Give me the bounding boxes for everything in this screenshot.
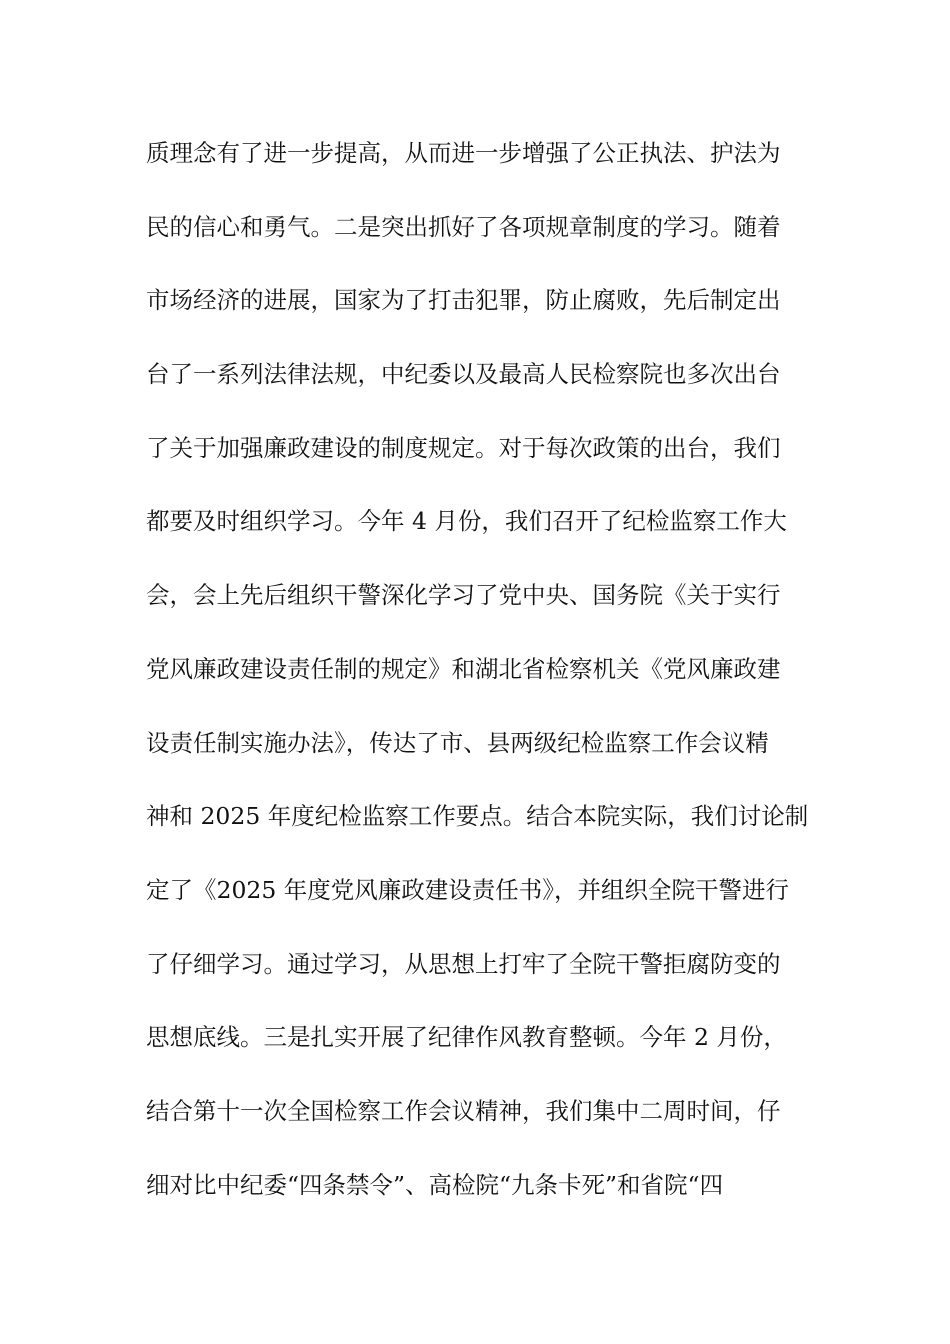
body-text — [146, 131, 816, 1236]
text-line: 会，会上先后组织干警深化学习了党中央、国务院《关于实行 — [146, 581, 781, 610]
text-line: 思想底线。三是扎实开展了纪律作风教育整顿。今年 2 月份， — [146, 1023, 787, 1052]
text-line: 了关于加强廉政建设的制度规定。对于每次政策的出台，我们 — [146, 433, 781, 462]
text-line: 都要及时组织学习。今年 4 月份，我们召开了纪检监察工作大 — [146, 507, 787, 536]
text-line: 设责任制实施办法》，传达了市、县两级纪检监察工作会议精 — [146, 728, 769, 757]
text-line: 神和 2025 年度纪检监察工作要点。结合本院实际，我们讨论制 — [146, 802, 809, 831]
text-line: 民的信心和勇气。二是突出抓好了各项规章制度的学习。随着 — [146, 212, 781, 241]
text-line: 了仔细学习。通过学习，从思想上打牢了全院干警拒腐防变的 — [146, 949, 781, 978]
text-line: 质理念有了进一步提高，从而进一步增强了公正执法、护法为 — [146, 139, 781, 167]
text-line: 细对比中纪委“四条禁令”、高检院“九条卡死”和省院“四 — [146, 1170, 724, 1199]
text-line: 党风廉政建设责任制的规定》和湖北省检察机关《党风廉政建 — [146, 654, 781, 683]
text-line: 市场经济的进展，国家为了打击犯罪，防止腐败，先后制定出 — [146, 286, 781, 315]
text-line: 结合第十一次全国检察工作会议精神，我们集中二周时间，仔 — [146, 1096, 781, 1125]
text-line: 台了一系列法律法规，中纪委以及最高人民检察院也多次出台 — [146, 360, 781, 389]
text-line: 定了《2025 年度党风廉政建设责任书》，并组织全院干警进行 — [146, 875, 790, 904]
